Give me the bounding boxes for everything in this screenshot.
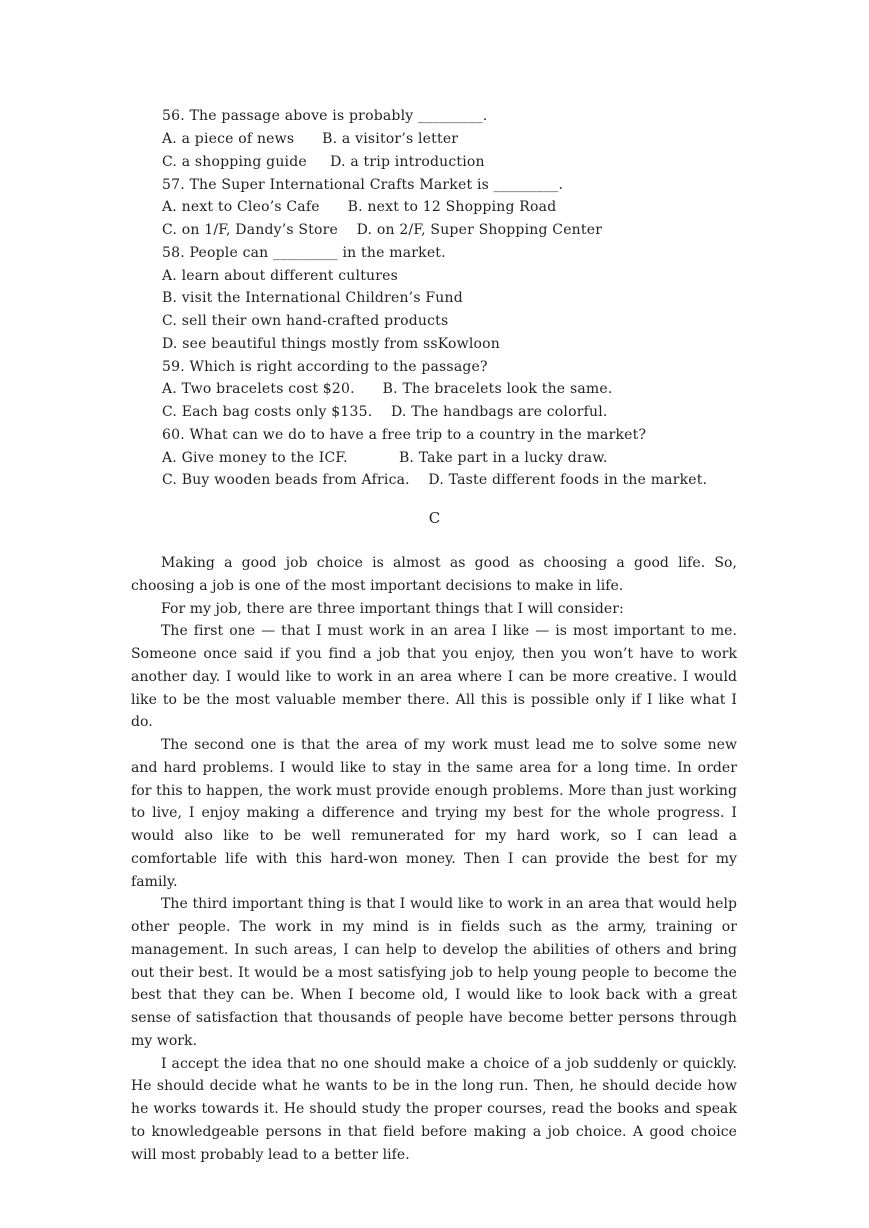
passage-paragraph: For my job, there are three important things that I will consider: <box>161 600 624 617</box>
question-57-stem: 57. The Super International Crafts Market is _________. <box>162 177 564 193</box>
question-57-options-cd: C. on 1/F, Dandy’s Store D. on 2/F, Super Shopping Center <box>162 222 603 238</box>
passage-paragraph: The first one — that I must work in an area I like — is most important to me. Someone once said if you find a job that you enjoy, then you won’t have to work another day. I would like to work in an area where I can be more creative. I would like to be the most valuable member there. All this is possible only if I like what I do. <box>131 623 737 731</box>
question-56-stem: 56. The passage above is probably _________. <box>162 108 488 124</box>
question-58-option-d: D. see beautiful things mostly from ssKowloon <box>162 336 500 352</box>
passage-paragraph: The second one is that the area of my work must lead me to solve some new and hard problems. I would like to stay in the same area for a long time. In order for this to happen, the work must provide enough problems. More than just working to live, I enjoy making a difference and trying my best for the whole progress. I would also like to be well remunerated for my hard work, so I can lead a comfortable life with this hard-won money. Then I can provide the best for my family. <box>131 737 737 890</box>
question-58-option-c: C. sell their own hand-crafted products <box>162 313 449 329</box>
reading-passage <box>131 552 737 1166</box>
section-heading: C <box>428 509 441 527</box>
question-60-stem: 60. What can we do to have a free trip to a country in the market? <box>162 427 647 443</box>
question-58-option-b: B. visit the International Children’s Fund <box>162 290 463 306</box>
question-59-options-ab: A. Two bracelets cost $20. B. The bracelets look the same. <box>162 381 613 397</box>
question-59-stem: 59. Which is right according to the passage? <box>162 359 488 375</box>
question-56-options-ab: A. a piece of news B. a visitor’s letter <box>162 131 459 147</box>
passage-paragraph: The third important thing is that I would like to work in an area that would help other people. The work in my mind is in fields such as the army, training or management. In such areas, I can help to develop the abilities of others and bring out their best. It would be a most satisfying job to help young people to become the best that they can be. When I become old, I would like to look back with a great sense of satisfaction that thousands of people have become better persons through my work. <box>131 896 737 1049</box>
passage-paragraph: I accept the idea that no one should make a choice of a job suddenly or quickly. He should decide what he wants to be in the long run. Then, he should decide how he works towards it. He should study the proper courses, read the books and speak to knowledgeable persons in that field before making a job choice. A good choice will most probably lead to a better life. <box>131 1055 737 1163</box>
passage-paragraph: Making a good job choice is almost as good as choosing a good life. So, choosing a job is one of the most important decisions to make in life. <box>131 555 737 594</box>
question-60-options-ab: A. Give money to the ICF. B. Take part in a lucky draw. <box>162 450 608 466</box>
question-58-stem: 58. People can _________ in the market. <box>162 245 446 261</box>
question-56-options-cd: C. a shopping guide D. a trip introduction <box>162 154 485 170</box>
question-57-options-ab: A. next to Cleo’s Cafe B. next to 12 Shopping Road <box>162 199 557 215</box>
question-59-options-cd: C. Each bag costs only $135. D. The handbags are colorful. <box>162 404 608 420</box>
question-60-options-cd: C. Buy wooden beads from Africa. D. Taste different foods in the market. <box>162 472 708 488</box>
question-58-option-a: A. learn about different cultures <box>162 268 399 284</box>
